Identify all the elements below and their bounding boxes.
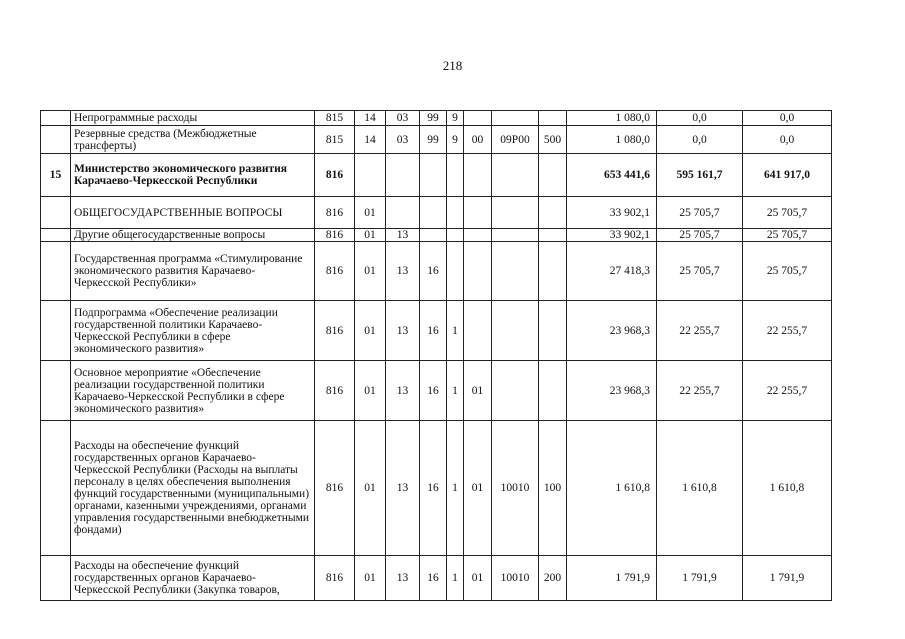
program-code: 16 bbox=[420, 301, 447, 361]
amount-year-2: 1 610,8 bbox=[657, 421, 743, 556]
amount-year-2: 595 161,7 bbox=[657, 154, 743, 197]
ministry-code: 816 bbox=[315, 556, 355, 601]
row-index bbox=[41, 421, 71, 556]
row-index bbox=[41, 556, 71, 601]
amount-year-1: 23 968,3 bbox=[567, 361, 657, 421]
amount-year-1: 653 441,6 bbox=[567, 154, 657, 197]
amount-year-1: 1 610,8 bbox=[567, 421, 657, 556]
ministry-code: 816 bbox=[315, 154, 355, 197]
subsection-code: 03 bbox=[386, 126, 420, 154]
amount-year-2: 25 705,7 bbox=[657, 197, 743, 229]
direction-code: 10010 bbox=[492, 421, 539, 556]
section-code: 01 bbox=[355, 301, 386, 361]
event-code: 01 bbox=[464, 556, 492, 601]
section-code: 14 bbox=[355, 111, 386, 126]
expense-type-code: 200 bbox=[539, 556, 567, 601]
direction-code: 09Р00 bbox=[492, 126, 539, 154]
subprogram-code bbox=[447, 229, 464, 242]
amount-year-3: 25 705,7 bbox=[743, 229, 832, 242]
amount-year-2: 25 705,7 bbox=[657, 242, 743, 301]
program-code: 99 bbox=[420, 126, 447, 154]
row-index bbox=[41, 126, 71, 154]
row-name: Другие общегосударственные вопросы bbox=[71, 229, 315, 242]
row-name: Расходы на обеспечение функций государственных органов Карачаево-Черкесской Республики (Расходы на выплаты персоналу в целях обеспечения выполнения функций государственными (муниципальными) органами, казенными учреждениями, органами управления государственными внебюджетными фондами) bbox=[71, 421, 315, 556]
amount-year-1: 33 902,1 bbox=[567, 197, 657, 229]
program-code bbox=[420, 154, 447, 197]
section-code: 01 bbox=[355, 421, 386, 556]
budget-table bbox=[40, 110, 832, 601]
expense-type-code bbox=[539, 111, 567, 126]
table-row bbox=[41, 229, 832, 242]
expense-type-code bbox=[539, 229, 567, 242]
row-name: Подпрограмма «Обеспечение реализации государственной политики Карачаево-Черкесской Республики в сфере экономического развития» bbox=[71, 301, 315, 361]
amount-year-2: 22 255,7 bbox=[657, 301, 743, 361]
direction-code bbox=[492, 361, 539, 421]
program-code bbox=[420, 197, 447, 229]
table-row bbox=[41, 126, 832, 154]
row-name: Государственная программа «Стимулирование экономического развития Карачаево-Черкесской Республики» bbox=[71, 242, 315, 301]
table-row bbox=[41, 556, 832, 601]
program-code: 16 bbox=[420, 242, 447, 301]
event-code bbox=[464, 229, 492, 242]
table-row bbox=[41, 361, 832, 421]
table-row bbox=[41, 111, 832, 126]
amount-year-1: 23 968,3 bbox=[567, 301, 657, 361]
subsection-code: 03 bbox=[386, 111, 420, 126]
ministry-code: 815 bbox=[315, 126, 355, 154]
row-name: Министерство экономического развития Карачаево-Черкесской Республики bbox=[71, 154, 315, 197]
expense-type-code bbox=[539, 242, 567, 301]
ministry-code: 815 bbox=[315, 111, 355, 126]
amount-year-1: 33 902,1 bbox=[567, 229, 657, 242]
table-row bbox=[41, 421, 832, 556]
row-index bbox=[41, 301, 71, 361]
direction-code: 10010 bbox=[492, 556, 539, 601]
section-code: 01 bbox=[355, 556, 386, 601]
event-code bbox=[464, 154, 492, 197]
row-index bbox=[41, 361, 71, 421]
amount-year-3: 0,0 bbox=[743, 126, 832, 154]
subsection-code: 13 bbox=[386, 242, 420, 301]
event-code: 01 bbox=[464, 421, 492, 556]
direction-code bbox=[492, 197, 539, 229]
subprogram-code bbox=[447, 197, 464, 229]
subprogram-code: 9 bbox=[447, 111, 464, 126]
program-code: 99 bbox=[420, 111, 447, 126]
section-code: 01 bbox=[355, 229, 386, 242]
section-code: 01 bbox=[355, 197, 386, 229]
amount-year-1: 1 080,0 bbox=[567, 111, 657, 126]
amount-year-3: 25 705,7 bbox=[743, 197, 832, 229]
amount-year-1: 1 791,9 bbox=[567, 556, 657, 601]
expense-type-code: 500 bbox=[539, 126, 567, 154]
expense-type-code bbox=[539, 361, 567, 421]
ministry-code: 816 bbox=[315, 242, 355, 301]
row-name: Расходы на обеспечение функций государственных органов Карачаево-Черкесской Республики (Закупка товаров, bbox=[71, 556, 315, 601]
amount-year-3: 22 255,7 bbox=[743, 361, 832, 421]
amount-year-2: 0,0 bbox=[657, 126, 743, 154]
event-code: 01 bbox=[464, 361, 492, 421]
amount-year-3: 25 705,7 bbox=[743, 242, 832, 301]
row-index: 15 bbox=[41, 154, 71, 197]
ministry-code: 816 bbox=[315, 229, 355, 242]
amount-year-3: 1 791,9 bbox=[743, 556, 832, 601]
subsection-code: 13 bbox=[386, 301, 420, 361]
table-row bbox=[41, 301, 832, 361]
amount-year-3: 1 610,8 bbox=[743, 421, 832, 556]
event-code: 00 bbox=[464, 126, 492, 154]
ministry-code: 816 bbox=[315, 197, 355, 229]
subprogram-code: 1 bbox=[447, 556, 464, 601]
event-code bbox=[464, 242, 492, 301]
expense-type-code: 100 bbox=[539, 421, 567, 556]
row-name: Резервные средства (Межбюджетные трансферты) bbox=[71, 126, 315, 154]
subprogram-code: 1 bbox=[447, 361, 464, 421]
subsection-code: 13 bbox=[386, 229, 420, 242]
section-code: 14 bbox=[355, 126, 386, 154]
direction-code bbox=[492, 111, 539, 126]
row-name: Непрограммные расходы bbox=[71, 111, 315, 126]
expense-type-code bbox=[539, 197, 567, 229]
subprogram-code: 1 bbox=[447, 301, 464, 361]
section-code: 01 bbox=[355, 242, 386, 301]
direction-code bbox=[492, 301, 539, 361]
direction-code bbox=[492, 154, 539, 197]
expense-type-code bbox=[539, 301, 567, 361]
program-code: 16 bbox=[420, 421, 447, 556]
subprogram-code: 1 bbox=[447, 421, 464, 556]
row-name: ОБЩЕГОСУДАРСТВЕННЫЕ ВОПРОСЫ bbox=[71, 197, 315, 229]
subsection-code: 13 bbox=[386, 361, 420, 421]
subprogram-code bbox=[447, 242, 464, 301]
row-name: Основное мероприятие «Обеспечение реализации государственной политики Карачаево-Черкесской Республики в сфере экономического развития» bbox=[71, 361, 315, 421]
page-number: 218 bbox=[442, 58, 463, 73]
amount-year-3: 22 255,7 bbox=[743, 301, 832, 361]
event-code bbox=[464, 197, 492, 229]
amount-year-2: 25 705,7 bbox=[657, 229, 743, 242]
row-index bbox=[41, 111, 71, 126]
row-index bbox=[41, 229, 71, 242]
table-row bbox=[41, 154, 832, 197]
row-index bbox=[41, 242, 71, 301]
program-code: 16 bbox=[420, 556, 447, 601]
amount-year-1: 1 080,0 bbox=[567, 126, 657, 154]
budget-table-body bbox=[41, 111, 832, 601]
amount-year-2: 22 255,7 bbox=[657, 361, 743, 421]
ministry-code: 816 bbox=[315, 301, 355, 361]
event-code bbox=[464, 301, 492, 361]
amount-year-3: 641 917,0 bbox=[743, 154, 832, 197]
amount-year-2: 1 791,9 bbox=[657, 556, 743, 601]
subsection-code: 13 bbox=[386, 421, 420, 556]
direction-code bbox=[492, 242, 539, 301]
program-code bbox=[420, 229, 447, 242]
direction-code bbox=[492, 229, 539, 242]
table-row bbox=[41, 197, 832, 229]
ministry-code: 816 bbox=[315, 421, 355, 556]
subsection-code bbox=[386, 154, 420, 197]
row-index bbox=[41, 197, 71, 229]
subsection-code: 13 bbox=[386, 556, 420, 601]
expense-type-code bbox=[539, 154, 567, 197]
amount-year-1: 27 418,3 bbox=[567, 242, 657, 301]
subsection-code bbox=[386, 197, 420, 229]
program-code: 16 bbox=[420, 361, 447, 421]
amount-year-2: 0,0 bbox=[657, 111, 743, 126]
table-row bbox=[41, 242, 832, 301]
section-code bbox=[355, 154, 386, 197]
ministry-code: 816 bbox=[315, 361, 355, 421]
subprogram-code: 9 bbox=[447, 126, 464, 154]
subprogram-code bbox=[447, 154, 464, 197]
event-code bbox=[464, 111, 492, 126]
amount-year-3: 0,0 bbox=[743, 111, 832, 126]
section-code: 01 bbox=[355, 361, 386, 421]
